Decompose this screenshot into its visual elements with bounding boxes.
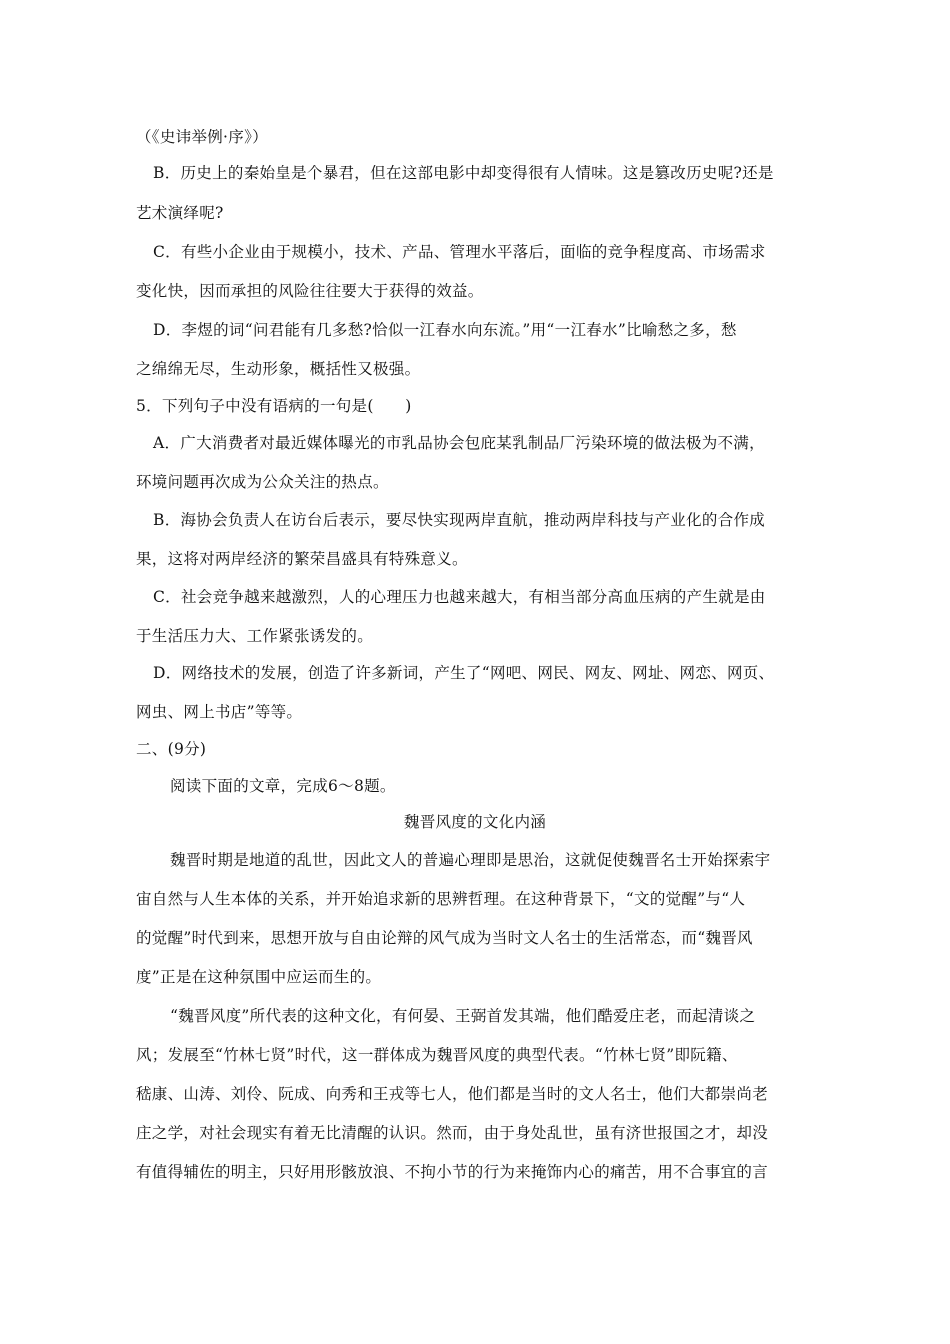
- q4-option-b-line2: 艺术演绎呢?: [136, 204, 224, 222]
- section-instruction: 阅读下面的文章，完成6～8题。: [170, 777, 396, 795]
- q5-option-b-line2: 果，这将对两岸经济的繁荣昌盛具有特殊意义。: [136, 550, 468, 568]
- q4-option-b-line1: B．历史上的秦始皇是个暴君，但在这部电影中却变得很有人情味。这是篡改历史呢?还是: [153, 164, 774, 182]
- q5-option-d-line1: D．网络技术的发展，创造了许多新词，产生了“网吧、网民、网友、网址、网恋、网页、: [153, 664, 775, 682]
- q4-option-c-line2: 变化快，因而承担的风险往往要大于获得的效益。: [136, 282, 484, 300]
- q5-option-a-line2: 环境问题再次成为公众关注的热点。: [136, 473, 389, 491]
- paragraph-1-line1: 魏晋时期是地道的乱世，因此文人的普遍心理即是思治，这就促使魏晋名士开始探索宇: [170, 851, 771, 869]
- q5-option-a-line1: A．广大消费者对最近媒体曝光的市乳品协会包庇某乳制品厂污染环境的做法极为不满，: [153, 434, 765, 452]
- q4-option-c-line1: C．有些小企业由于规模小，技术、产品、管理水平落后，面临的竞争程度高、市场需求: [153, 243, 766, 261]
- paragraph-2-line1: “魏晋风度”所代表的这种文化，有何晏、王弼首发其端，他们酷爱庄老，而起清谈之: [170, 1007, 756, 1025]
- paragraph-1-line3: 的觉醒”时代到来，思想开放与自由论辩的风气成为当时文人名士的生活常态，而“魏晋风: [136, 929, 753, 947]
- paragraph-2-line2: 风；发展至“竹林七贤”时代，这一群体成为魏晋风度的典型代表。“竹林七贤”即阮籍、: [136, 1046, 738, 1064]
- paragraph-2-line4: 庄之学，对社会现实有着无比清醒的认识。然而，由于身处乱世，虽有济世报国之才，却没: [136, 1124, 769, 1142]
- paragraph-2-line3: 嵇康、山涛、刘伶、阮成、向秀和王戎等七人，他们都是当时的文人名士，他们大都崇尚老: [136, 1085, 769, 1103]
- paragraph-2-line5: 有值得辅佐的明主，只好用形骸放浪、不拘小节的行为来掩饰内心的痛苦，用不合事宜的言: [136, 1163, 769, 1181]
- q5-option-c-line2: 于生活压力大、工作紧张诱发的。: [136, 627, 374, 645]
- source-citation: （《史讳举例·序》）: [136, 128, 268, 146]
- q5-option-c-line1: C．社会竞争越来越激烈，人的心理压力也越来越大，有相当部分高血压病的产生就是由: [153, 588, 766, 606]
- article-title: 魏晋风度的文化内涵: [403, 813, 547, 831]
- q5-option-b-line1: B．海协会负责人在访台后表示，要尽快实现两岸直航，推动两岸科技与产业化的合作成: [153, 511, 766, 529]
- paragraph-1-line4: 度”正是在这种氛围中应运而生的。: [136, 968, 382, 986]
- paragraph-1-line2: 宙自然与人生本体的关系，并开始追求新的思辨哲理。在这种背景下，“文的觉醒”与“人: [136, 890, 746, 908]
- section-heading: 二、(9分): [136, 740, 207, 758]
- q4-option-d-line1: D．李煜的词“问君能有几多愁?恰似一江春水向东流。”用“一江春水”比喻愁之多，愁: [153, 321, 737, 339]
- q5-option-d-line2: 网虫、网上书店”等等。: [136, 703, 303, 721]
- q5-stem: 5．下列句子中没有语病的一句是( ): [136, 397, 412, 415]
- q4-option-d-line2: 之绵绵无尽，生动形象，概括性又极强。: [136, 360, 421, 378]
